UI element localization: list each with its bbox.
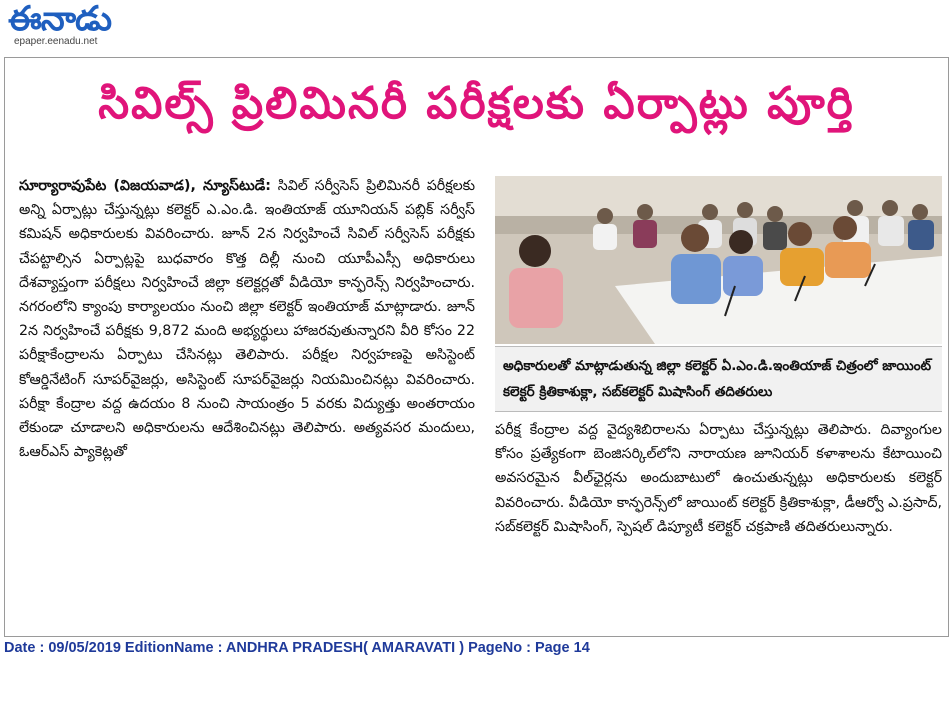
eenadu-logo[interactable] — [8, 2, 148, 50]
body-left-text: సివిల్ సర్వీసెస్ ప్రిలిమినరీ పరీక్షలకు అన్ని ఏర్పాట్లు చేస్తున్నట్లు కలెక్టర్ ఎ.ఎం.డి. ఇంతియాజ్ యూనియన్ పబ్లిక్ సర్వీస్ కమిషన్ అధికారులకు వివరించారు. జూన్ 2న నిర్వహించే సివిల్ సర్వీసెస్ పరీక్షకు చేపట్టాల్సిన ఏర్పాట్లపై బుధవారం కొత్త దిల్లీ నుంచి యూపీఎస్సీ అధికారులు దేశవ్యాప్తంగా పరీక్షలు నిర్వహించే జిల్లా కలెక్టర్లతో వీడియో కాన్ఫరెన్స్ నిర్వహించారు. నగరంలోని క్యాంపు కార్యాలయం నుంచి జిల్లా కలెక్టర్ ఇంతియాజ్ మాట్లాడారు. జూన్ 2న నిర్వహించే పరీక్షకు 9,872 మంది అభ్యర్థులు హాజరవుతున్నారని వీరి కోసం 22 పరీక్షాకేంద్రాలను ఏర్పాటు చేసినట్లు తెలిపారు. పరీక్షల నిర్వహణపై అసిస్టెంట్ కోఆర్డినేటింగ్ సూపర్‌వైజర్లు, అసిస్టెంట్ సూపర్‌వైజర్లు నియమించినట్లు వివరించారు. పరీక్షా కేంద్రాల వద్ద ఉదయం 8 నుంచి సాయంత్రం 5 వరకు విద్యుత్తు అంతరాయం లేకుండా చూడాలని అధికారులను ఆదేశించినట్లు తెలిపారు. అత్యవసర మందులు, ఓఆర్ఎస్ ప్యాకెట్లతో — [19, 178, 475, 461]
article-column-left — [19, 174, 475, 624]
meeting-photo-illustration — [495, 176, 942, 344]
article-column-right — [495, 418, 942, 628]
logo-wordmark: ఈనాడు — [8, 0, 112, 39]
meeting-photo — [495, 176, 942, 344]
article-body-right: పరీక్ష కేంద్రాల వద్ద వైద్యశిబిరాలను ఏర్పాటు చేస్తున్నట్లు తెలిపారు. దివ్యాంగుల కోసం ప్రత్యేకంగా బెంజిసర్కిల్‌లోని నారాయణ జూనియర్ కళాశాలను కేటాయించి అవసరమైన వీల్‌ఛైర్లను అందుబాటులో ఉంచుతున్నట్లు అధికారులకు కలెక్టర్ వివరించారు. వీడియో కాన్ఫరెన్స్‌లో జాయింట్ కలెక్టర్ క్రితికాశుక్లా, డీఆర్వో ఎ.ప్రసాద్, సబ్‌కలెక్టర్ మిషాసింగ్, స్పెషల్ డిప్యూటీ కలెక్టర్ చక్రపాణి తదితరులున్నారు. — [495, 422, 942, 535]
article-body-left — [19, 174, 475, 464]
edition-info: Date : 09/05/2019 EditionName : ANDHRA PRADESH( AMARAVATI ) PageNo : Page 14 — [4, 640, 590, 656]
news-clipping — [4, 57, 949, 637]
site-url: epaper.eenadu.net — [14, 36, 98, 47]
article-dateline: సూర్యారావుపేట (విజయవాడ), న్యూస్‌టుడే: — [19, 178, 271, 194]
article-headline: సివిల్స్ ప్రిలిమినరీ పరీక్షలకు ఏర్పాట్లు పూర్తి — [98, 78, 855, 129]
photo-caption: అధికారులతో మాట్లాడుతున్న జిల్లా కలెక్టర్ ఏ.ఎం.డి.ఇంతియాజ్ చిత్రంలో జాయింట్ కలెక్టర్ క్రితికాశుక్లా, సబ్‌కలెక్టర్ మిషాసింగ్ తదితరులు — [495, 346, 942, 412]
